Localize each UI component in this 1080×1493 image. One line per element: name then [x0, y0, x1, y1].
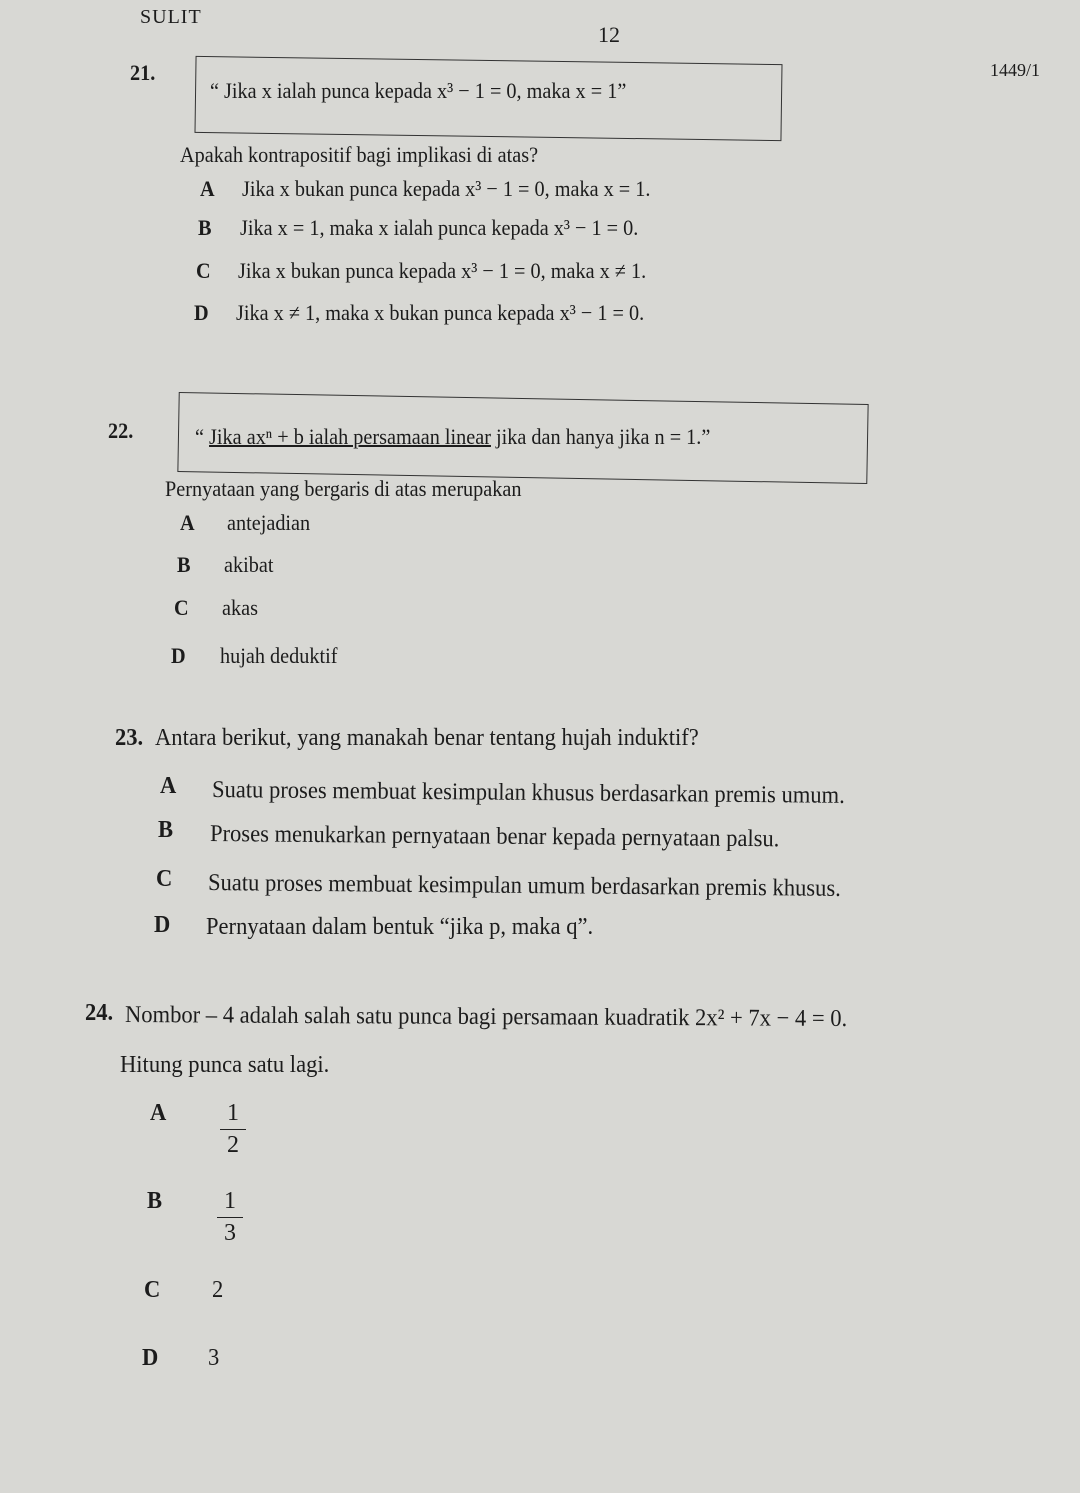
option-fraction [217, 1188, 243, 1247]
fraction-bar [217, 1217, 243, 1218]
option-letter: B [147, 1188, 163, 1214]
option-text: 2 [212, 1277, 224, 1303]
option-letter: D [194, 300, 209, 325]
statement-rest: jika dan hanya jika n = 1.” [490, 424, 711, 449]
question-21-number: 21. [130, 60, 156, 85]
question-22-number: 22. [108, 418, 134, 443]
question-24-prompt: Nombor – 4 adalah salah satu punca bagi persamaan kuadratik 2x² + 7x − 4 = 0. [124, 1002, 848, 1033]
question-24-prompt-2: Hitung punca satu lagi. [120, 1052, 330, 1078]
option-letter: C [156, 866, 173, 892]
option-letter: C [174, 595, 189, 620]
option-letter: C [144, 1277, 161, 1303]
option-text: antejadian [227, 510, 311, 535]
header-sulit: SULIT [140, 6, 202, 28]
question-21-statement: “ Jika x ialah punca kepada x³ − 1 = 0, maka x = 1” [210, 78, 627, 103]
open-quote: “ [195, 424, 204, 449]
page-number: 12 [598, 22, 620, 47]
option-letter: B [158, 817, 174, 843]
question-22-statement [195, 424, 710, 450]
paper-code: 1449/1 [990, 60, 1041, 80]
option-text: akibat [224, 552, 274, 577]
denominator: 2 [227, 1132, 239, 1158]
question-23-number: 23. [115, 725, 144, 751]
question-22-prompt: Pernyataan yang bergaris di atas merupakan [165, 476, 522, 501]
option-letter: B [198, 215, 212, 240]
option-text: Jika x bukan punca kepada x³ − 1 = 0, maka x = 1. [242, 176, 651, 201]
option-letter: C [196, 258, 211, 283]
option-text: Suatu proses membuat kesimpulan khusus berdasarkan premis umum. [211, 777, 845, 809]
question-21-prompt: Apakah kontrapositif bagi implikasi di atas? [180, 142, 539, 167]
option-text: Jika x bukan punca kepada x³ − 1 = 0, maka x ≠ 1. [238, 258, 647, 283]
option-text: Pernyataan dalam bentuk “jika p, maka q”. [206, 914, 594, 940]
option-letter: B [177, 552, 191, 577]
option-letter: D [154, 912, 171, 938]
option-letter: A [160, 773, 177, 799]
option-text: hujah deduktif [220, 643, 338, 668]
option-text: Jika x ≠ 1, maka x bukan punca kepada x³ − 1 = 0. [236, 300, 645, 325]
option-letter: A [200, 176, 215, 201]
option-text: Jika x = 1, maka x ialah punca kepada x³ − 1 = 0. [240, 215, 639, 240]
option-text: Suatu proses membuat kesimpulan umum berdasarkan premis khusus. [207, 870, 841, 902]
option-letter: A [180, 510, 195, 535]
option-text: akas [222, 595, 258, 620]
denominator: 3 [224, 1220, 236, 1246]
underlined-antecedent: Jika axⁿ + b ialah persamaan linear [209, 424, 491, 449]
option-letter: D [171, 643, 186, 668]
option-fraction [220, 1100, 246, 1159]
question-23-prompt: Antara berikut, yang manakah benar tentang hujah induktif? [155, 725, 699, 751]
numerator: 1 [224, 1188, 236, 1214]
option-letter: D [142, 1345, 159, 1371]
numerator: 1 [227, 1100, 239, 1126]
option-text: Proses menukarkan pernyataan benar kepada pernyataan palsu. [209, 821, 780, 853]
fraction-bar [220, 1129, 246, 1130]
option-letter: A [150, 1100, 167, 1126]
option-text: 3 [208, 1345, 220, 1371]
question-24-number: 24. [85, 1000, 114, 1026]
